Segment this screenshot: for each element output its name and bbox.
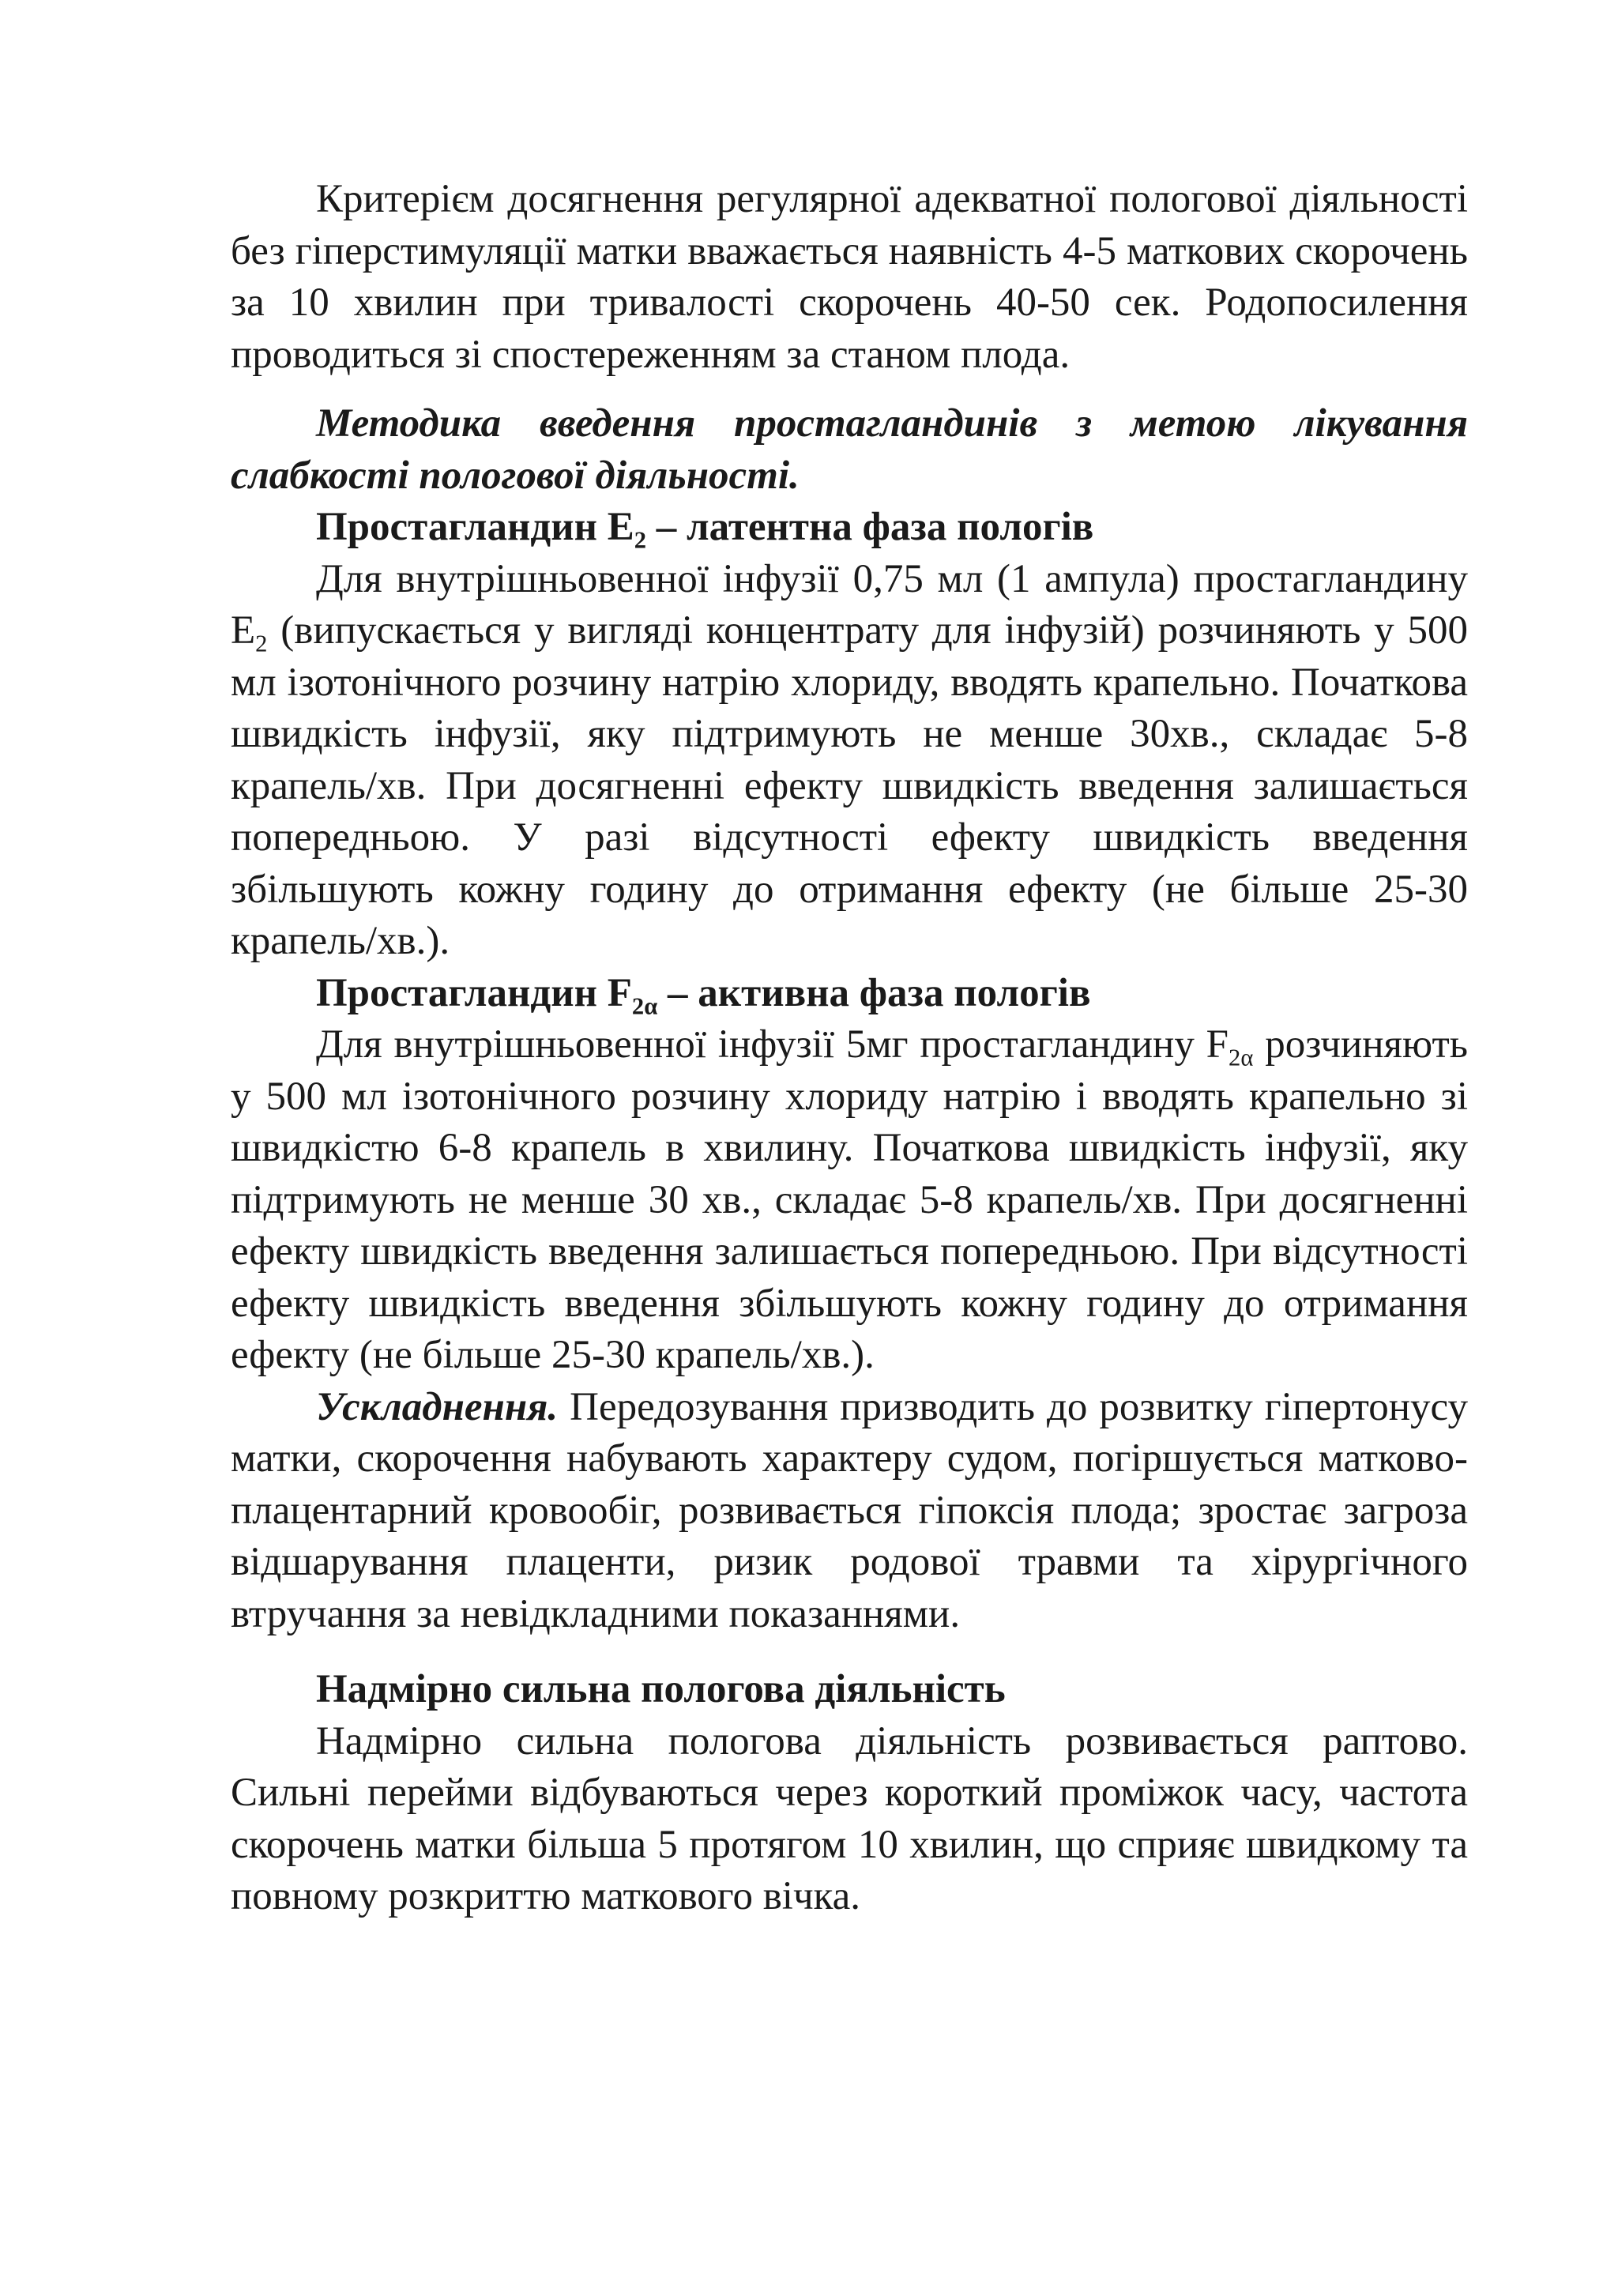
e2-text-rest: (випускається у вигляді концентрату для інфузій) розчиняють у 500 мл ізотонічного розчину натрію хлориду, вводять крапельно. Початкова швидкість інфузії, яку підтримують не менше 30хв., складає 5-8 крапель/хв. При досягненні ефекту швидкість введення залишається попередньою. У разі відсутності ефекту швидкість введення збільшують кожну годину до отримання ефекту (не більше 25-30 крапель/хв.). — [231, 608, 1468, 963]
heading-prostaglandin-f2a — [231, 968, 1468, 1020]
heading-e2-suffix: – латентна фаза пологів — [646, 505, 1094, 549]
heading-excessive-labor: Надмірно сильна пологова діяльність — [316, 1667, 1006, 1711]
paragraph-criteria: Критерієм досягнення регулярної адекватної пологової діяльності без гіперстимуляції матки вважається наявність 4-5 маткових скорочень за 10 хвилин при тривалості скорочень 40-50 сек. Родопосилення проводиться зі спостереженням за станом плода. — [231, 177, 1468, 377]
paragraph-e2-infusion — [231, 554, 1468, 968]
document-page — [231, 174, 1468, 1923]
f2a-text-start: Для внутрішньовенної інфузії 5мг простагландину F — [316, 1022, 1229, 1067]
heading-methodology: Методика введення простагландинів з метою лікування слабкості пологової діяльності. — [231, 401, 1468, 498]
complications-lead: Ускладнення. — [316, 1384, 559, 1429]
heading-f2a-text: Простагландин F — [316, 970, 632, 1015]
f2a-subscript: 2α — [1229, 1044, 1254, 1071]
paragraph-complications — [231, 1382, 1468, 1641]
e2-subscript: 2 — [255, 630, 268, 657]
e2-text-start: Для внутрішньовенної інфузії 0,75 мл (1 ампула) простагландину E — [231, 556, 1468, 653]
heading-f2a-suffix: – активна фаза пологів — [657, 970, 1091, 1015]
paragraph-excessive-labor: Надмірно сильна пологова діяльність розвивається раптово. Сильні перейми відбуваються через короткий проміжок часу, частота скорочень матки більша 5 протягом 10 хвилин, що сприяє швидкому та повному розкриттю маткового вічка. — [231, 1718, 1468, 1918]
paragraph-f2a-infusion — [231, 1019, 1468, 1382]
heading-e2-text: Простагландин E — [316, 505, 634, 549]
heading-f2a-subscript: 2α — [631, 992, 658, 1020]
complications-text: Передозування призводить до розвитку гіпертонусу матки, скорочення набувають характеру судом, погіршується матково-плацентарний кровообіг, розвивається гіпоксія плода; зростає загроза відшарування плаценти, ризик родової травми та хірургічного втручання за невідкладними показаннями. — [231, 1384, 1468, 1636]
heading-prostaglandin-e2 — [231, 502, 1468, 554]
heading-e2-subscript: 2 — [634, 526, 647, 554]
f2a-text-rest: розчиняють у 500 мл ізотонічного розчину хлориду натрію і вводять крапельно зі швидкістю 6-8 крапель в хвилину. Початкова швидкість інфузії, яку підтримують не менше 30 хв., складає 5-8 крапель/хв. При досягненні ефекту швидкість введення залишається попередньою. При відсутності ефекту швидкість введення збільшують кожну годину до отримання ефекту (не більше 25-30 крапель/хв.). — [231, 1022, 1468, 1377]
